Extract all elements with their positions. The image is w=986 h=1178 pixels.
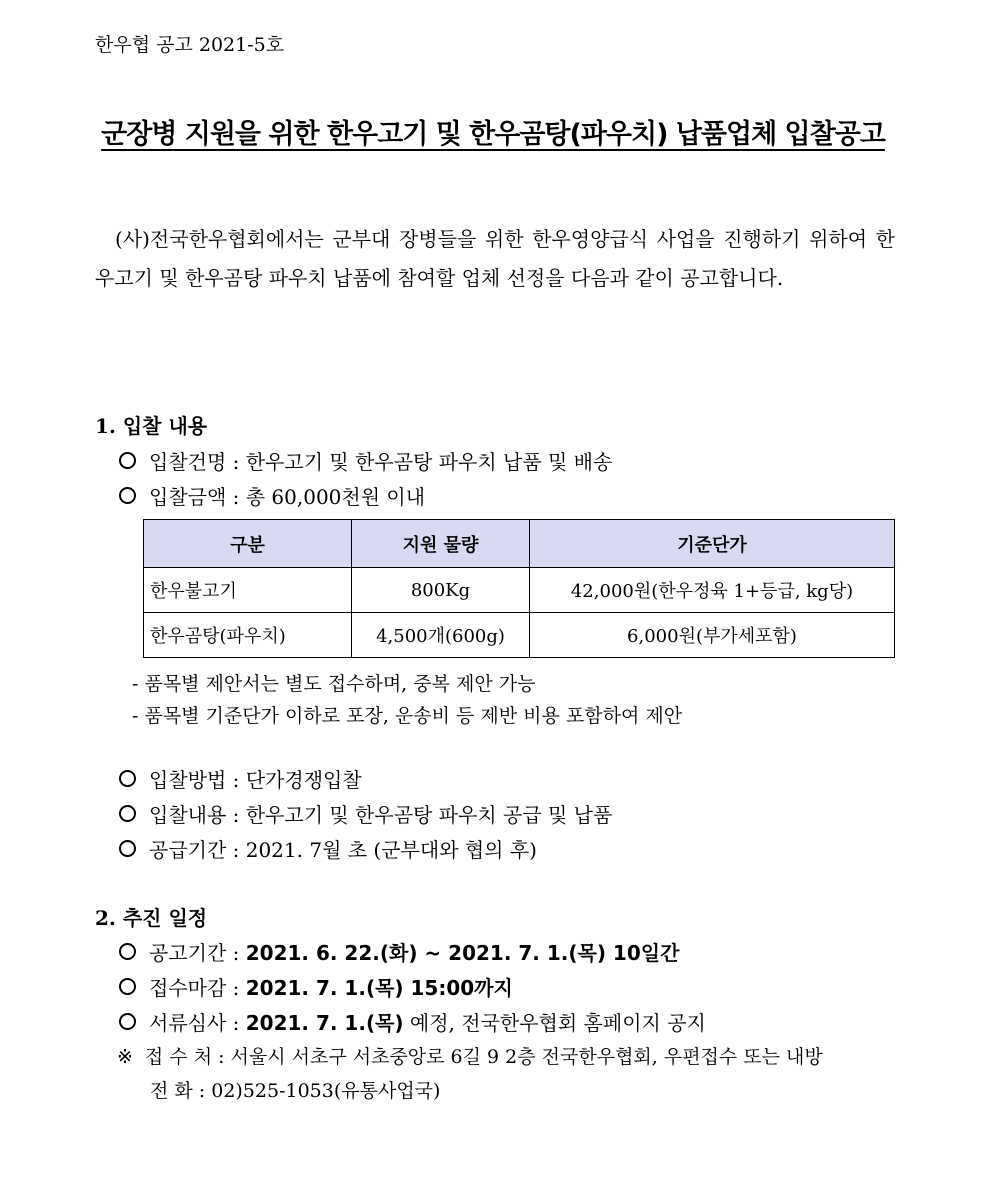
schedule-label: 공고기간 : (149, 941, 246, 965)
schedule-item (117, 1007, 706, 1036)
note-line: - 품목별 기준단가 이하로 포장, 운송비 등 제반 비용 포함하여 제안 (132, 705, 683, 727)
table-cell: 6,000원(부가세포함) (530, 613, 895, 658)
supply-period (117, 834, 537, 863)
schedule-item (117, 937, 679, 966)
circle-bullet-icon (117, 450, 139, 472)
table-header: 지원 물량 (352, 520, 530, 568)
schedule-item (117, 972, 513, 1001)
supply-period-text: 공급기간 : 2021. 7월 초 (군부대와 협의 후) (149, 838, 537, 862)
circle-bullet-icon (117, 838, 139, 860)
schedule-label: 서류심사 : (149, 1011, 246, 1035)
table-row (144, 568, 895, 613)
contact-phone: 전 화 : 02)525-1053(유통사업국) (150, 1080, 441, 1102)
bid-item-name-text: 입찰건명 : 한우고기 및 한우곰탕 파우치 납품 및 배송 (149, 450, 613, 474)
circle-bullet-icon (117, 768, 139, 790)
bid-content-text: 입찰내용 : 한우고기 및 한우곰탕 파우치 공급 및 납품 (149, 803, 613, 827)
table-header-row (144, 520, 895, 568)
note-line: - 품목별 제안서는 별도 접수하며, 중복 제안 가능 (132, 673, 536, 695)
table-header: 기준단가 (530, 520, 895, 568)
section-2-heading: 2. 추진 일정 (95, 906, 208, 930)
bid-method (117, 764, 362, 793)
table-cell: 4,500개(600g) (352, 613, 530, 658)
schedule-value: 2021. 6. 22.(화) ~ 2021. 7. 1.(목) 10일간 (245, 941, 680, 965)
circle-bullet-icon (117, 941, 139, 963)
page-title: 군장병 지원을 위한 한우고기 및 한우곰탕(파우치) 납품업체 입찰공고 (101, 119, 885, 150)
circle-bullet-icon (117, 803, 139, 825)
notice-number: 한우협 공고 2021-5호 (95, 34, 285, 56)
schedule-value: 2021. 7. 1.(목) (245, 1011, 404, 1035)
bid-table (143, 519, 895, 658)
circle-bullet-icon (117, 1011, 139, 1033)
bid-method-text: 입찰방법 : 단가경쟁입찰 (149, 768, 362, 792)
bid-item-name (117, 446, 612, 475)
bid-amount (117, 481, 425, 510)
schedule-label: 접수마감 : (149, 976, 246, 1000)
intro-text: (사)전국한우협회에서는 군부대 장병들을 위한 한우영양급식 사업을 진행하기 위하여 한우고기 및 한우곰탕 파우치 납품에 참여할 업체 선정을 다음과 같이 공고합니다. (95, 227, 895, 290)
table-cell: 42,000원(한우정육 1+등급, kg당) (530, 568, 895, 613)
circle-bullet-icon (117, 976, 139, 998)
reference-mark-icon: ※ (117, 1046, 133, 1068)
circle-bullet-icon (117, 485, 139, 507)
schedule-rest: 예정, 전국한우협회 홈페이지 공지 (403, 1011, 706, 1035)
contact-address (117, 1042, 823, 1069)
intro-paragraph (95, 220, 895, 298)
contact-address-text: 접 수 처 : 서울시 서초구 서초중앙로 6길 9 2층 전국한우협회, 우편접수 또는 내방 (144, 1046, 823, 1068)
table-cell: 한우불고기 (144, 568, 352, 613)
table-row (144, 613, 895, 658)
section-1-heading: 1. 입찰 내용 (95, 414, 208, 438)
table-header: 구분 (144, 520, 352, 568)
schedule-value: 2021. 7. 1.(목) 15:00까지 (245, 976, 513, 1000)
bid-content (117, 799, 612, 828)
table-cell: 800Kg (352, 568, 530, 613)
table-cell: 한우곰탕(파우치) (144, 613, 352, 658)
bid-amount-text: 입찰금액 : 총 60,000천원 이내 (149, 485, 426, 509)
